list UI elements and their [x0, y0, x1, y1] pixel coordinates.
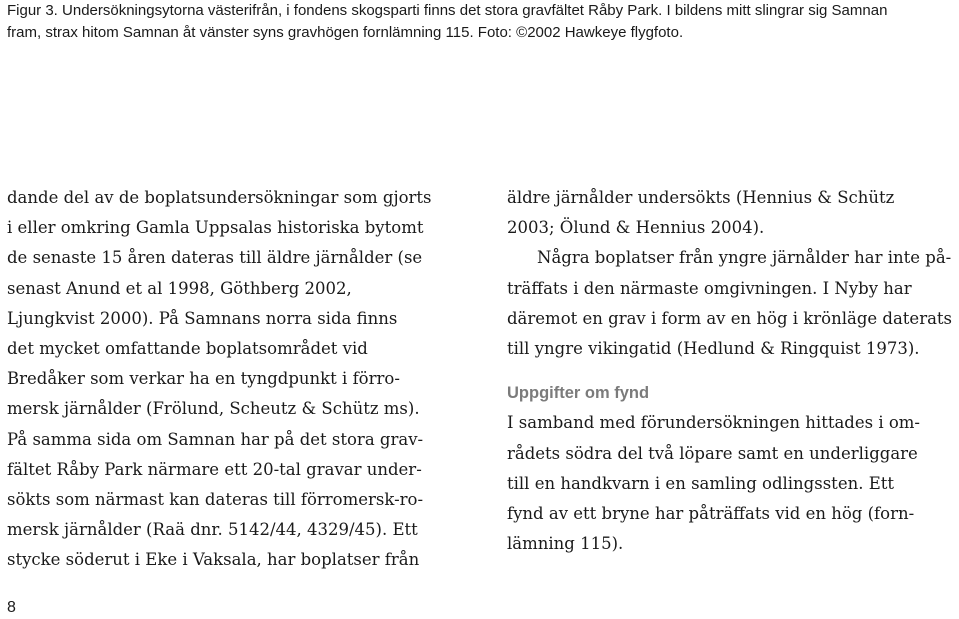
body-line: Ljungkvist 2000). På Samnans norra sida finns — [7, 308, 398, 328]
body-line: mersk järnålder (Frölund, Scheutz & Schütz ms). — [7, 399, 420, 419]
body-line: lämning 115). — [507, 534, 624, 554]
body-line: äldre järnålder undersökts (Hennius & Schütz — [507, 188, 895, 207]
body-line: På samma sida om Samnan har på det stora grav- — [7, 429, 424, 449]
caption-line: fram, strax hitom Samnan åt vänster syns gravhögen fornlämning 115. Foto: ©2002 Hawkeye flygfoto. — [7, 24, 684, 41]
paragraph-3 — [507, 408, 957, 559]
body-line: träffats i den närmaste omgivningen. I Nyby har — [507, 278, 912, 298]
body-line: mersk järnålder (Raä dnr. 5142/44, 4329/45). Ett — [7, 520, 418, 540]
body-line: till yngre vikingatid (Hedlund & Ringquist 1973). — [507, 338, 920, 358]
body-line: senast Anund et al 1998, Göthberg 2002, — [7, 278, 352, 298]
body-line: det mycket omfattande boplatsområdet vid — [7, 338, 368, 358]
page-number: 8 — [7, 599, 16, 616]
body-line: dande del av de boplatsundersökningar som gjorts — [7, 188, 432, 207]
section-heading: Uppgifter om fynd — [507, 384, 650, 403]
paragraph-1 — [507, 183, 957, 243]
body-line: fynd av ett bryne har påträffats vid en hög (forn- — [507, 503, 915, 523]
body-line: rådets södra del två löpare samt en underliggare — [507, 443, 918, 463]
body-line: Några boplatser från yngre järnålder har inte på- — [537, 248, 952, 268]
body-line: fältet Råby Park närmare ett 20-tal gravar under- — [7, 459, 422, 479]
body-line: 2003; Ölund & Hennius 2004). — [507, 218, 765, 238]
body-line: i eller omkring Gamla Uppsalas historiska bytomt — [7, 218, 424, 238]
left-column — [7, 183, 457, 575]
body-line: till en handkvarn i en samling odlingssten. Ett — [507, 473, 895, 493]
body-line: de senaste 15 åren dateras till äldre järnålder (se — [7, 248, 423, 268]
right-column — [507, 183, 957, 559]
body-line: däremot en grav i form av en hög i krönläge daterats — [507, 308, 953, 328]
body-line: I samband med förundersökningen hittades i om- — [507, 413, 921, 433]
body-line: sökts som närmast kan dateras till förromersk-ro- — [7, 489, 424, 509]
body-line: stycke söderut i Eke i Vaksala, har boplatser från — [7, 550, 420, 570]
figure-caption — [7, 0, 952, 44]
caption-line: Figur 3. Undersökningsytorna västerifrån, i fondens skogsparti finns det stora gravfältet Råby Park. I bildens mitt slingrar sig Samnan — [7, 2, 888, 19]
paragraph-2 — [507, 243, 957, 364]
body-line: Bredåker som verkar ha en tyngdpunkt i förro- — [7, 369, 400, 389]
